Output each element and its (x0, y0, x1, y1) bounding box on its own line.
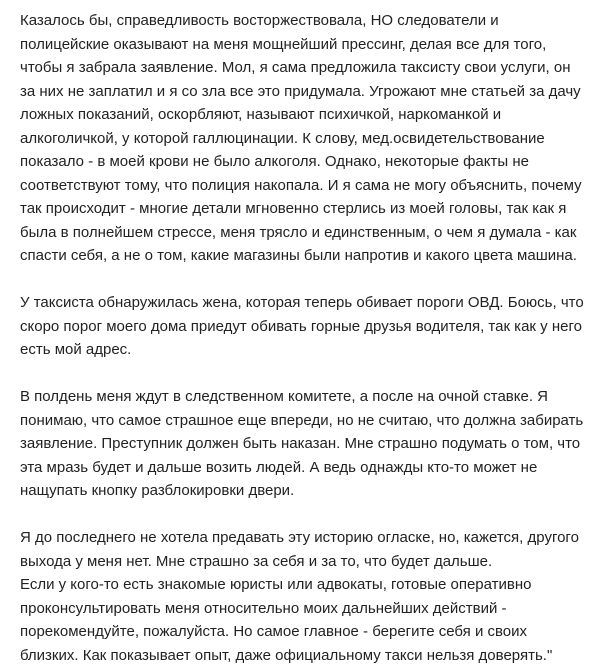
text-line: Если у кого-то есть знакомые юристы или адвокаты, готовые оперативно (20, 573, 588, 597)
text-line: ложных показаний, оскорбляют, называют психичкой, наркоманкой и (20, 103, 588, 127)
text-line: эта мразь будет и дальше возить людей. А ведь однажды кто-то может не (20, 456, 588, 480)
text-line: есть мой адрес. (20, 338, 588, 362)
text-line: за них не заплатил и я со зла все это придумала. Угрожают мне статьей за дачу (20, 80, 588, 104)
text-line: У таксиста обнаружилась жена, которая теперь обивает пороги ОВД. Боюсь, что (20, 291, 588, 315)
paragraph-4 (20, 526, 588, 667)
text-line: проконсультировать меня относительно моих дальнейших действий - (20, 597, 588, 621)
text-line: скоро порог моего дома приедут обивать горные друзья водителя, так как у него (20, 315, 588, 339)
article-body (20, 9, 588, 667)
paragraph-1 (20, 9, 588, 268)
text-line: порекомендуйте, пожалуйста. Но самое главное - берегите себя и своих (20, 620, 588, 644)
text-line: спасти себя, а не о том, какие магазины были напротив и какого цвета машина. (20, 244, 588, 268)
text-line: алкоголичкой, у которой галлюцинации. К слову, мед.освидетельствование (20, 127, 588, 151)
text-line: Я до последнего не хотела предавать эту историю огласке, но, кажется, другого (20, 526, 588, 550)
text-line: так происходит - многие детали мгновенно стерлись из моей головы, так как я (20, 197, 588, 221)
text-line: была в полнейшем стрессе, меня трясло и единственным, о чем я думала - как (20, 221, 588, 245)
text-line: понимаю, что самое страшное еще впереди, но не считаю, что должна забирать (20, 409, 588, 433)
text-line: нащупать кнопку разблокировки двери. (20, 479, 588, 503)
text-line: В полдень меня ждут в следственном комитете, а после на очной ставке. Я (20, 385, 588, 409)
text-line: выхода у меня нет. Мне страшно за себя и за то, что будет дальше. (20, 550, 588, 574)
text-line: Казалось бы, справедливость восторжествовала, НО следователи и (20, 9, 588, 33)
text-line: полицейские оказывают на меня мощнейший прессинг, делая все для того, (20, 33, 588, 57)
text-line: заявление. Преступник должен быть наказан. Мне страшно подумать о том, что (20, 432, 588, 456)
text-line: показало - в моей крови не было алкоголя. Однако, некоторые факты не (20, 150, 588, 174)
paragraph-3 (20, 385, 588, 503)
text-line: соответствуют тому, что полиция накопала. И я сама не могу объяснить, почему (20, 174, 588, 198)
text-line: чтобы я забрала заявление. Мол, я сама предложила таксисту свои услуги, он (20, 56, 588, 80)
paragraph-2 (20, 291, 588, 362)
text-line: близких. Как показывает опыт, даже официальному такси нельзя доверять." (20, 644, 588, 667)
